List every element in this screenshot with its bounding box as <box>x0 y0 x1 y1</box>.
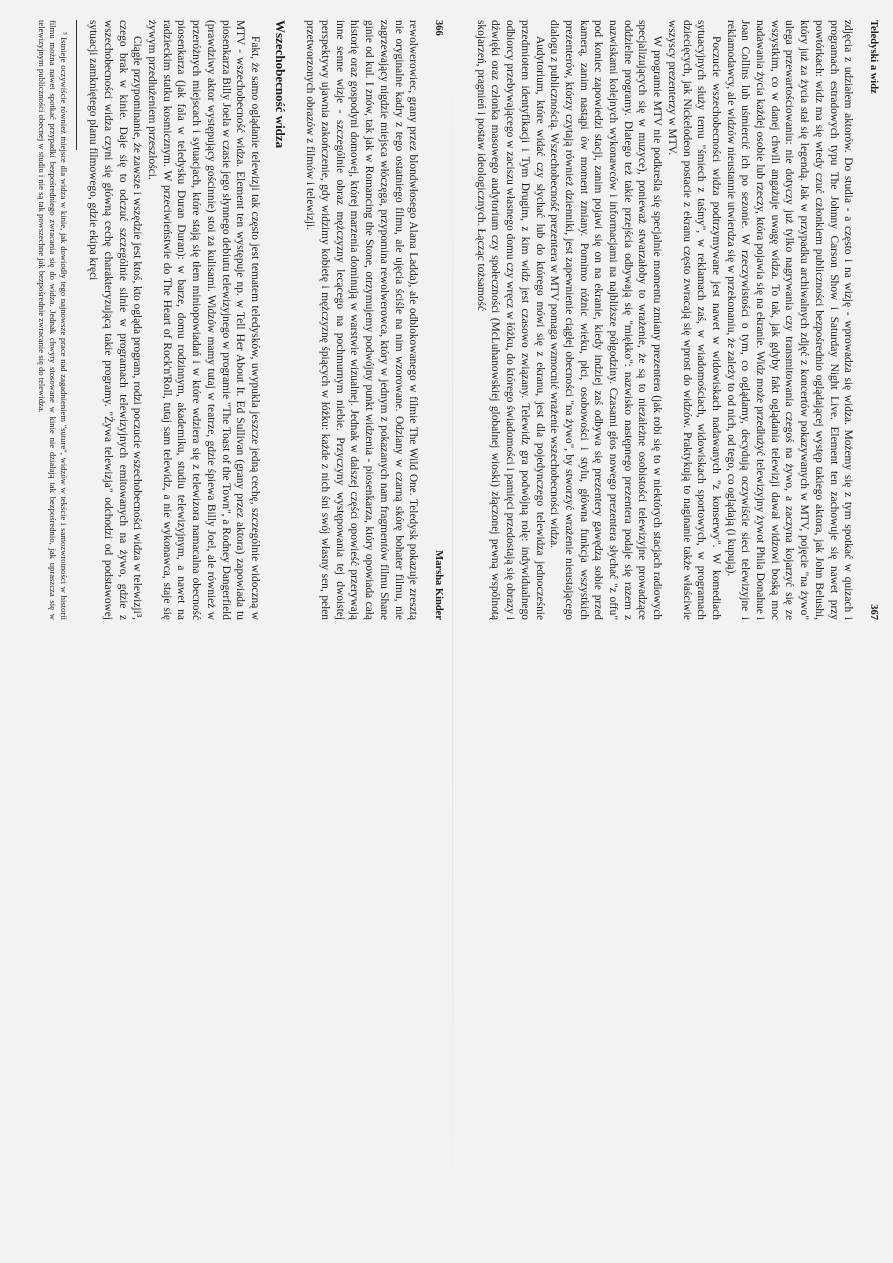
paragraph: Audytorium, które widać czy słychać lub do którego mówi się z ekranu, jest dla pojedynczego telewidza jednocześnie przedmiotem identyfikacji i Tym Drugim, z kim widz jest czasowo związany. Telewidz gra podwójną rolę: indywidualnego odbiorcy przebywającego w zaciszu własnego domu czy wręcz w łóżku, do którego świadomości i pamięci przedostają się obrazy i dźwięki oraz członka masowego audytorium czy społeczności (McLuhanowskiej globalnej wioski) złączonej pewną wspólnotą skojarzeń, pragnień i postaw ideologicznych. Łącząc tożsamość <box>474 20 546 620</box>
paragraph: Ciągłe przypominanie, że zawsze i wszędzie jest ktoś, kto ogląda program, rodzi poczucie wszechobecności widza w telewizji³, czego brak w kinie. Daje się to odczuć szczególnie silnie w programach telewizyjnych emitowanych na żywo, gdzie z wszechobecności widza czyni się główną cechę charakteryzującą takie programy. "Żywa telewizja" odchodzi od podstawowej sytuacji zamkniętego planu filmowego, gdzie ekipa kręci <box>87 20 144 620</box>
footnote-rule <box>76 20 77 150</box>
page-number: 366 <box>433 20 444 36</box>
paragraph: zdjęcia z udziałem aktorów. Do studia - a często i na wizję - wprowadza się widza. Możemy się z tym spotkać w quizach i programach estradowych typu The Johnny Carson Show i Saturday Night Live. Element ten zachowuje się nawet przy powtórkach: widz ma się wtedy czuć członkiem publiczności bezpośrednio oglądającej występ takiego aktora, jak John Belushi, który już za życia stał się legendą. Jak w przypadku archiwalnych zdjęć z koncertów pokazywanych w MTV, pojęcie "na żywo" ulega przewartościowaniu: nie dotyczy już tylko nagrywania czy transmitowania czegoś na żywo, a zaczyna kojarzyć się ze wszystkim, co w danej chwili angażuje uwagę widza. To tak, jak gdyby fakt oglądania telewizji dawał widzowi boską moc nadawania życia każdej osobie lub rzeczy, która pojawia się na ekranie. Widz może przedłużyć telewizyjny żywot Phila Donahue i Joan Collins lub uśmiercić ich po sezonie. W rzeczywistości o tym, co oglądamy, decydują oczywiście sieci telewizyjne i reklamodawcy, ale widzów nieustannie utwierdza się w przekonaniu, że zależy to od nich, od tego, co oglądają (i kupują). <box>724 20 855 620</box>
running-head <box>430 20 445 620</box>
page-366 <box>35 20 445 620</box>
page-367 <box>470 20 880 620</box>
paragraph: rewolwerowiec, grany przez blondwłosego Alana Ladda), ale odblokowanego w filmie The Wild One. Teledysk pokazuje zresztą nie oryginalne kadry z tego ostatniego filmu, ale ujęcia ściśle na nim wzorowane. Odziany w czarną skórę bohater filmu, nie zagrzewający nigdzie miejsca włóczęga, przypomina rewolwerowca, który w jednym z pokazanych nam fragmentów filmu Shane ginie od kul. I znów, tak jak w Romancing the Stone, otrzymujemy podwójny punkt widzenia - piosenkarza, który opowiada całą historię oraz gospodyni domowej, której marzenia dominują w warstwie wizualnej. Jednak w dalszej części opowieść przerywają inne senne wizje - szczególnie obraz mężczyzny lecącego na pochmurnym niebie. Przyczyny występowania tej dwoistej perspektywy ujawnia zakończenie, gdy widzimy kobietę i mężczyznę śpiących w łóżku: każde z nich śni swój własny sen, pełen przetworzonych obrazów z filmów i telewizji. <box>304 20 420 620</box>
running-head-title: Teledyski a widz <box>868 20 879 94</box>
footnote: ³ Istnieje oczywiście również miejsce dla widza w kinie, jak dowiodły tego najnowsze prace nad zagadnieniem "suture", widzów w tekście i samozwrotności w historii filmu można nawet spotkać przypadki bezpośredniego zwracania się do widza. Jednak chwyty stosowane w kinie nie działają tak bezpośrednio, jak upraszcza się w telewizyjnym publiczności obecnej w studiu i nie są tak powszechne jak bezpośrednie zwracanie się do telewidza. <box>36 20 69 620</box>
paragraph: Poczucie wszechobecności widza podtrzymywane jest nawet w widowiskach nadawanych "z konserwy". W komediach sytuacyjnych służy temu "śmiech z taśmy", w reklamach zaś, w wiadomościach, widowiskach sportowych, w programach dziecięcych, jak Nickelodeon postacie z ekranu często zwracają się wprost do widzów. Praktykują to naginanie także właściwie wszyscy prezenterzy w MTV. <box>665 20 722 620</box>
paragraph: W programie MTV nie podkreśla się specjalnie momentu zmiany prezentera (jak robi się to w niektórych stacjach radiowych specjalizujących się w muzyce), ponieważ stwarzałoby to wrażenie, że są to niezależne osobistości telewizyjne prowadzące oddzielne programy. Dlatego też takie przejścia odbywają się "miękko": nazwisko następnego prezentera podaje się razem z nazwiskami kolejnych wykonawców i informacjami na najbliższe półgodziny. Czasami głos nowego prezentera słychać "z offu" pod koniec zapowiedzi stacji, zanim pojawi się on na ekranie, kiedy indziej zaś odbywa się prezentery gawędzą sobie przed kamerą, zanim nastąpi ów moment zmiany. Pomimo różnic wieku, płci, osobowości i stylu, główna funkcja wszystkich prezenterów, którzy czytają również dzienniki, jest zapewnienie ciągłej obecności "na żywo", by stworzyć wrażenie nieustającego dialogu z publicznością. Wszechobecność prezentera w MTV pomaga wzmocnić wrażenie wszechobecności widza. <box>548 20 664 620</box>
paragraph: Fakt, że samo oglądanie telewizji tak często jest tematem teledysków, uwypukla jeszcze jedną cechę, szczególnie widoczną w MTV - wszechobecność widza. Element ten występuje np. w Tell Her About It. Ed Sullivan (grany przez aktora) zapowiada tu piosenkarza Billy Joela w czasie jego słynnego debiutu telewizyjnego w programie "The Toast of the Town", a Rodney Dangerfield (prawdziwy aktor występujący gościnnie) stoi za kulisami. Widzów mamy tutaj w teatrze, gdzie śpiewa Billy Joel, ale również w przeróżnych miejscach i sytuacjach, które stają się tłem miniopowiadań i w które wdziera się z telewizora namacalna obecność piosenkarza (jak fala w teledysku Duran Duran): w barze, domu rodzinnym, akademiku, studiu telewizyjnym, a nawet na radzieckim statku kosmicznym. W przeciwieństwie do The Heart of Rock'n'Roll, tutaj sam telewidz, a nie wykonawca, staje się żywym przedłużeniem przeszłości. <box>146 20 261 620</box>
running-head-author: Marsha Kinder <box>433 550 444 620</box>
running-head <box>865 20 880 620</box>
page-number: 367 <box>868 604 879 620</box>
gutter-crease <box>452 0 453 1263</box>
section-heading: Wszechobecność widza <box>272 20 288 149</box>
